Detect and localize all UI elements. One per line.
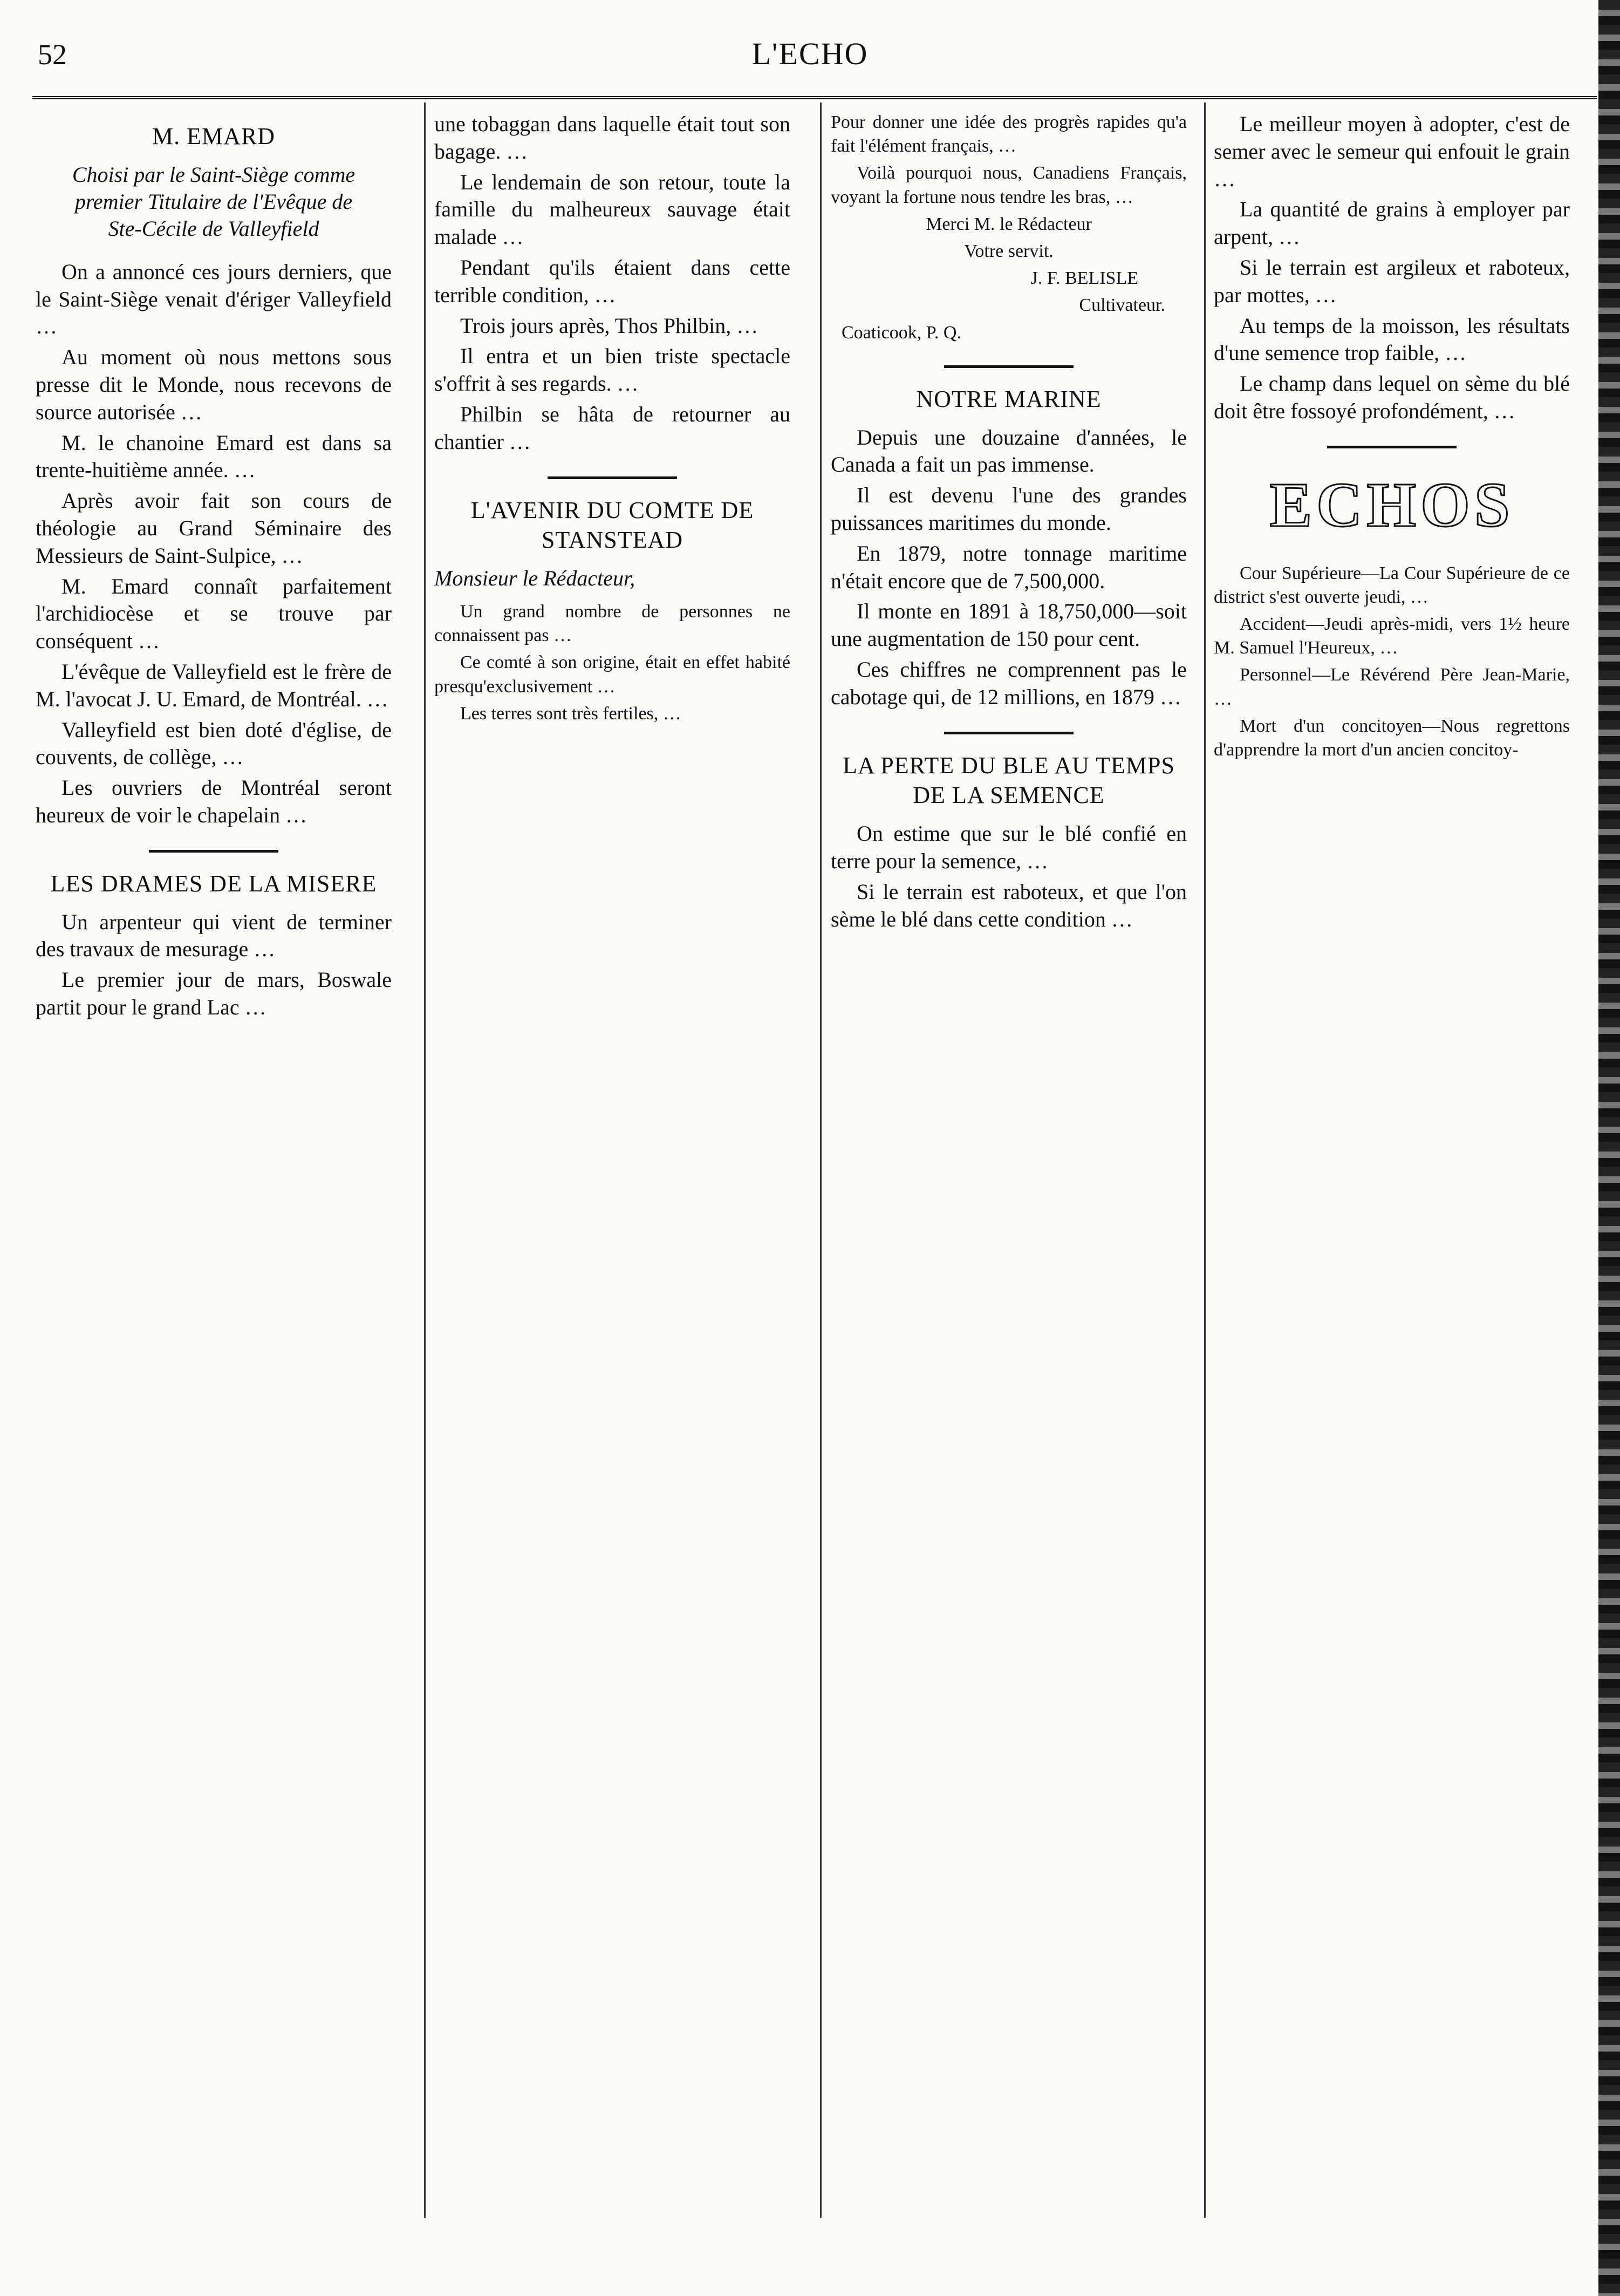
paragraph: Si le terrain est raboteux, et que l'on sème le blé dans cette condition … bbox=[831, 879, 1187, 931]
paragraph: Il est devenu l'une des grandes puissances maritimes du monde. bbox=[831, 483, 1187, 535]
article-title-emard: M. EMARD bbox=[152, 123, 276, 149]
signature-place: Coaticook, P. Q. bbox=[842, 322, 961, 343]
paragraph: Le champ dans lequel on sème du blé doit être fossoyé profondément, … bbox=[1214, 371, 1570, 423]
article-title-perte: LA PERTE DU BLE AU TEMPS DE LA SEMENCE bbox=[843, 752, 1175, 809]
scan-edge bbox=[1598, 0, 1620, 2296]
paragraph: Voilà pourquoi nous, Canadiens Français, voyant la fortune nous tendre les bras, … bbox=[831, 163, 1187, 207]
column-3 bbox=[831, 111, 1187, 936]
paragraph: Valleyfield est bien doté d'église, de couvents, de collège, … bbox=[36, 717, 392, 769]
column-divider bbox=[424, 103, 426, 2218]
paragraph: une tobaggan dans laquelle était tout son bagage. … bbox=[434, 112, 790, 163]
column-divider bbox=[1204, 103, 1206, 2218]
paragraph: Cour Supérieure—La Cour Supérieure de ce district s'est ouverte jeudi, … bbox=[1214, 563, 1570, 607]
paragraph: Mort d'un concitoyen—Nous regrettons d'apprendre la mort d'un ancien concitoy- bbox=[1214, 716, 1570, 760]
paragraph: Un arpenteur qui vient de terminer des travaux de mesurage … bbox=[36, 909, 392, 962]
paragraph: La quantité de grains à employer par arpent, … bbox=[1214, 197, 1570, 249]
article-title-avenir: L'AVENIR DU COMTE DE STANSTEAD bbox=[470, 496, 754, 554]
paragraph: Trois jours après, Thos Philbin, … bbox=[460, 313, 758, 338]
paragraph: Le premier jour de mars, Boswale partit pour le grand Lac … bbox=[36, 968, 392, 1020]
paragraph: Personnel—Le Révérend Père Jean-Marie, … bbox=[1214, 665, 1570, 709]
section-separator bbox=[944, 365, 1074, 368]
newspaper-title: L'ECHO bbox=[751, 36, 869, 71]
paragraph: Pour donner une idée des progrès rapides qu'a fait l'élément français, … bbox=[831, 112, 1187, 156]
paragraph: L'évêque de Valleyfield est le frère de M. l'avocat J. U. Emard, de Montréal. … bbox=[36, 659, 392, 711]
paragraph: M. Emard connaît parfaitement l'archidiocèse et se trouve par conséquent … bbox=[36, 574, 392, 653]
article-subtitle-emard: Choisi par le Saint-Siège comme premier Titulaire de l'Evêque de Ste-Cécile de Valleyfield bbox=[72, 162, 356, 241]
paragraph: Au moment où nous mettons sous presse dit le Monde, nous recevons de source autorisée … bbox=[36, 345, 392, 424]
signature-name: J. F. BELISLE bbox=[1030, 268, 1138, 289]
section-separator bbox=[944, 732, 1074, 734]
signature-servant: Votre servit. bbox=[964, 241, 1054, 261]
paragraph: M. le chanoine Emard est dans sa trente-huitième année. … bbox=[36, 430, 392, 482]
section-separator bbox=[548, 476, 677, 479]
section-title-echos: ECHOS bbox=[1269, 469, 1514, 540]
paragraph: Un grand nombre de personnes ne connaissent pas … bbox=[434, 602, 790, 646]
paragraph: Ces chiffres ne comprennent pas le cabotage qui, de 12 millions, en 1879 … bbox=[831, 657, 1187, 709]
column-4 bbox=[1214, 111, 1570, 765]
paragraph: On estime que sur le blé confié en terre pour la semence, … bbox=[831, 821, 1187, 874]
paragraph: Après avoir fait son cours de théologie au Grand Séminaire des Messieurs de Saint-Sulpice, … bbox=[36, 488, 392, 568]
paragraph: On a annoncé ces jours derniers, que le Saint-Siège venait d'ériger Valleyfield … bbox=[36, 259, 392, 339]
paragraph: Les terres sont très fertiles, … bbox=[460, 703, 681, 724]
signature-thanks: Merci M. le Rédacteur bbox=[926, 214, 1092, 234]
header-rule bbox=[32, 96, 1597, 99]
article-title-marine: NOTRE MARINE bbox=[916, 385, 1102, 412]
section-separator bbox=[149, 850, 278, 853]
article-title-drames: LES DRAMES DE LA MISERE bbox=[50, 870, 377, 897]
paragraph: Au temps de la moisson, les résultats d'une semence trop faible, … bbox=[1214, 313, 1570, 365]
paragraph: Le meilleur moyen à adopter, c'est de semer avec le semeur qui enfouit le grain … bbox=[1214, 112, 1570, 191]
page-number: 52 bbox=[38, 38, 67, 71]
column-1 bbox=[36, 111, 392, 1025]
paragraph: Le lendemain de son retour, toute la famille du malheureux sauvage était malade … bbox=[434, 169, 790, 249]
column-divider bbox=[820, 103, 822, 2218]
salutation: Monsieur le Rédacteur, bbox=[434, 566, 635, 591]
paragraph: Il monte en 1891 à 18,750,000—soit une augmentation de 150 pour cent. bbox=[831, 599, 1187, 651]
paragraph: Il entra et un bien triste spectacle s'offrit à ses regards. … bbox=[434, 344, 790, 396]
signature-role: Cultivateur. bbox=[1079, 295, 1165, 316]
paragraph: Si le terrain est argileux et raboteux, par mottes, … bbox=[1214, 255, 1570, 307]
paragraph: Philbin se hâta de retourner au chantier … bbox=[434, 401, 790, 454]
paragraph: Les ouvriers de Montréal seront heureux de voir le chapelain … bbox=[36, 775, 392, 828]
section-separator bbox=[1327, 446, 1457, 448]
paragraph: Ce comté à son origine, était en effet habité presqu'exclusivement … bbox=[434, 652, 790, 697]
paragraph: Depuis une douzaine d'années, le Canada a fait un pas immense. bbox=[831, 425, 1187, 477]
paragraph: En 1879, notre tonnage maritime n'était encore que de 7,500,000. bbox=[831, 541, 1187, 593]
column-2 bbox=[434, 111, 790, 729]
paragraph: Pendant qu'ils étaient dans cette terrible condition, … bbox=[434, 255, 790, 307]
paragraph: Accident—Jeudi après-midi, vers 1½ heure M. Samuel l'Heureux, … bbox=[1214, 614, 1570, 658]
